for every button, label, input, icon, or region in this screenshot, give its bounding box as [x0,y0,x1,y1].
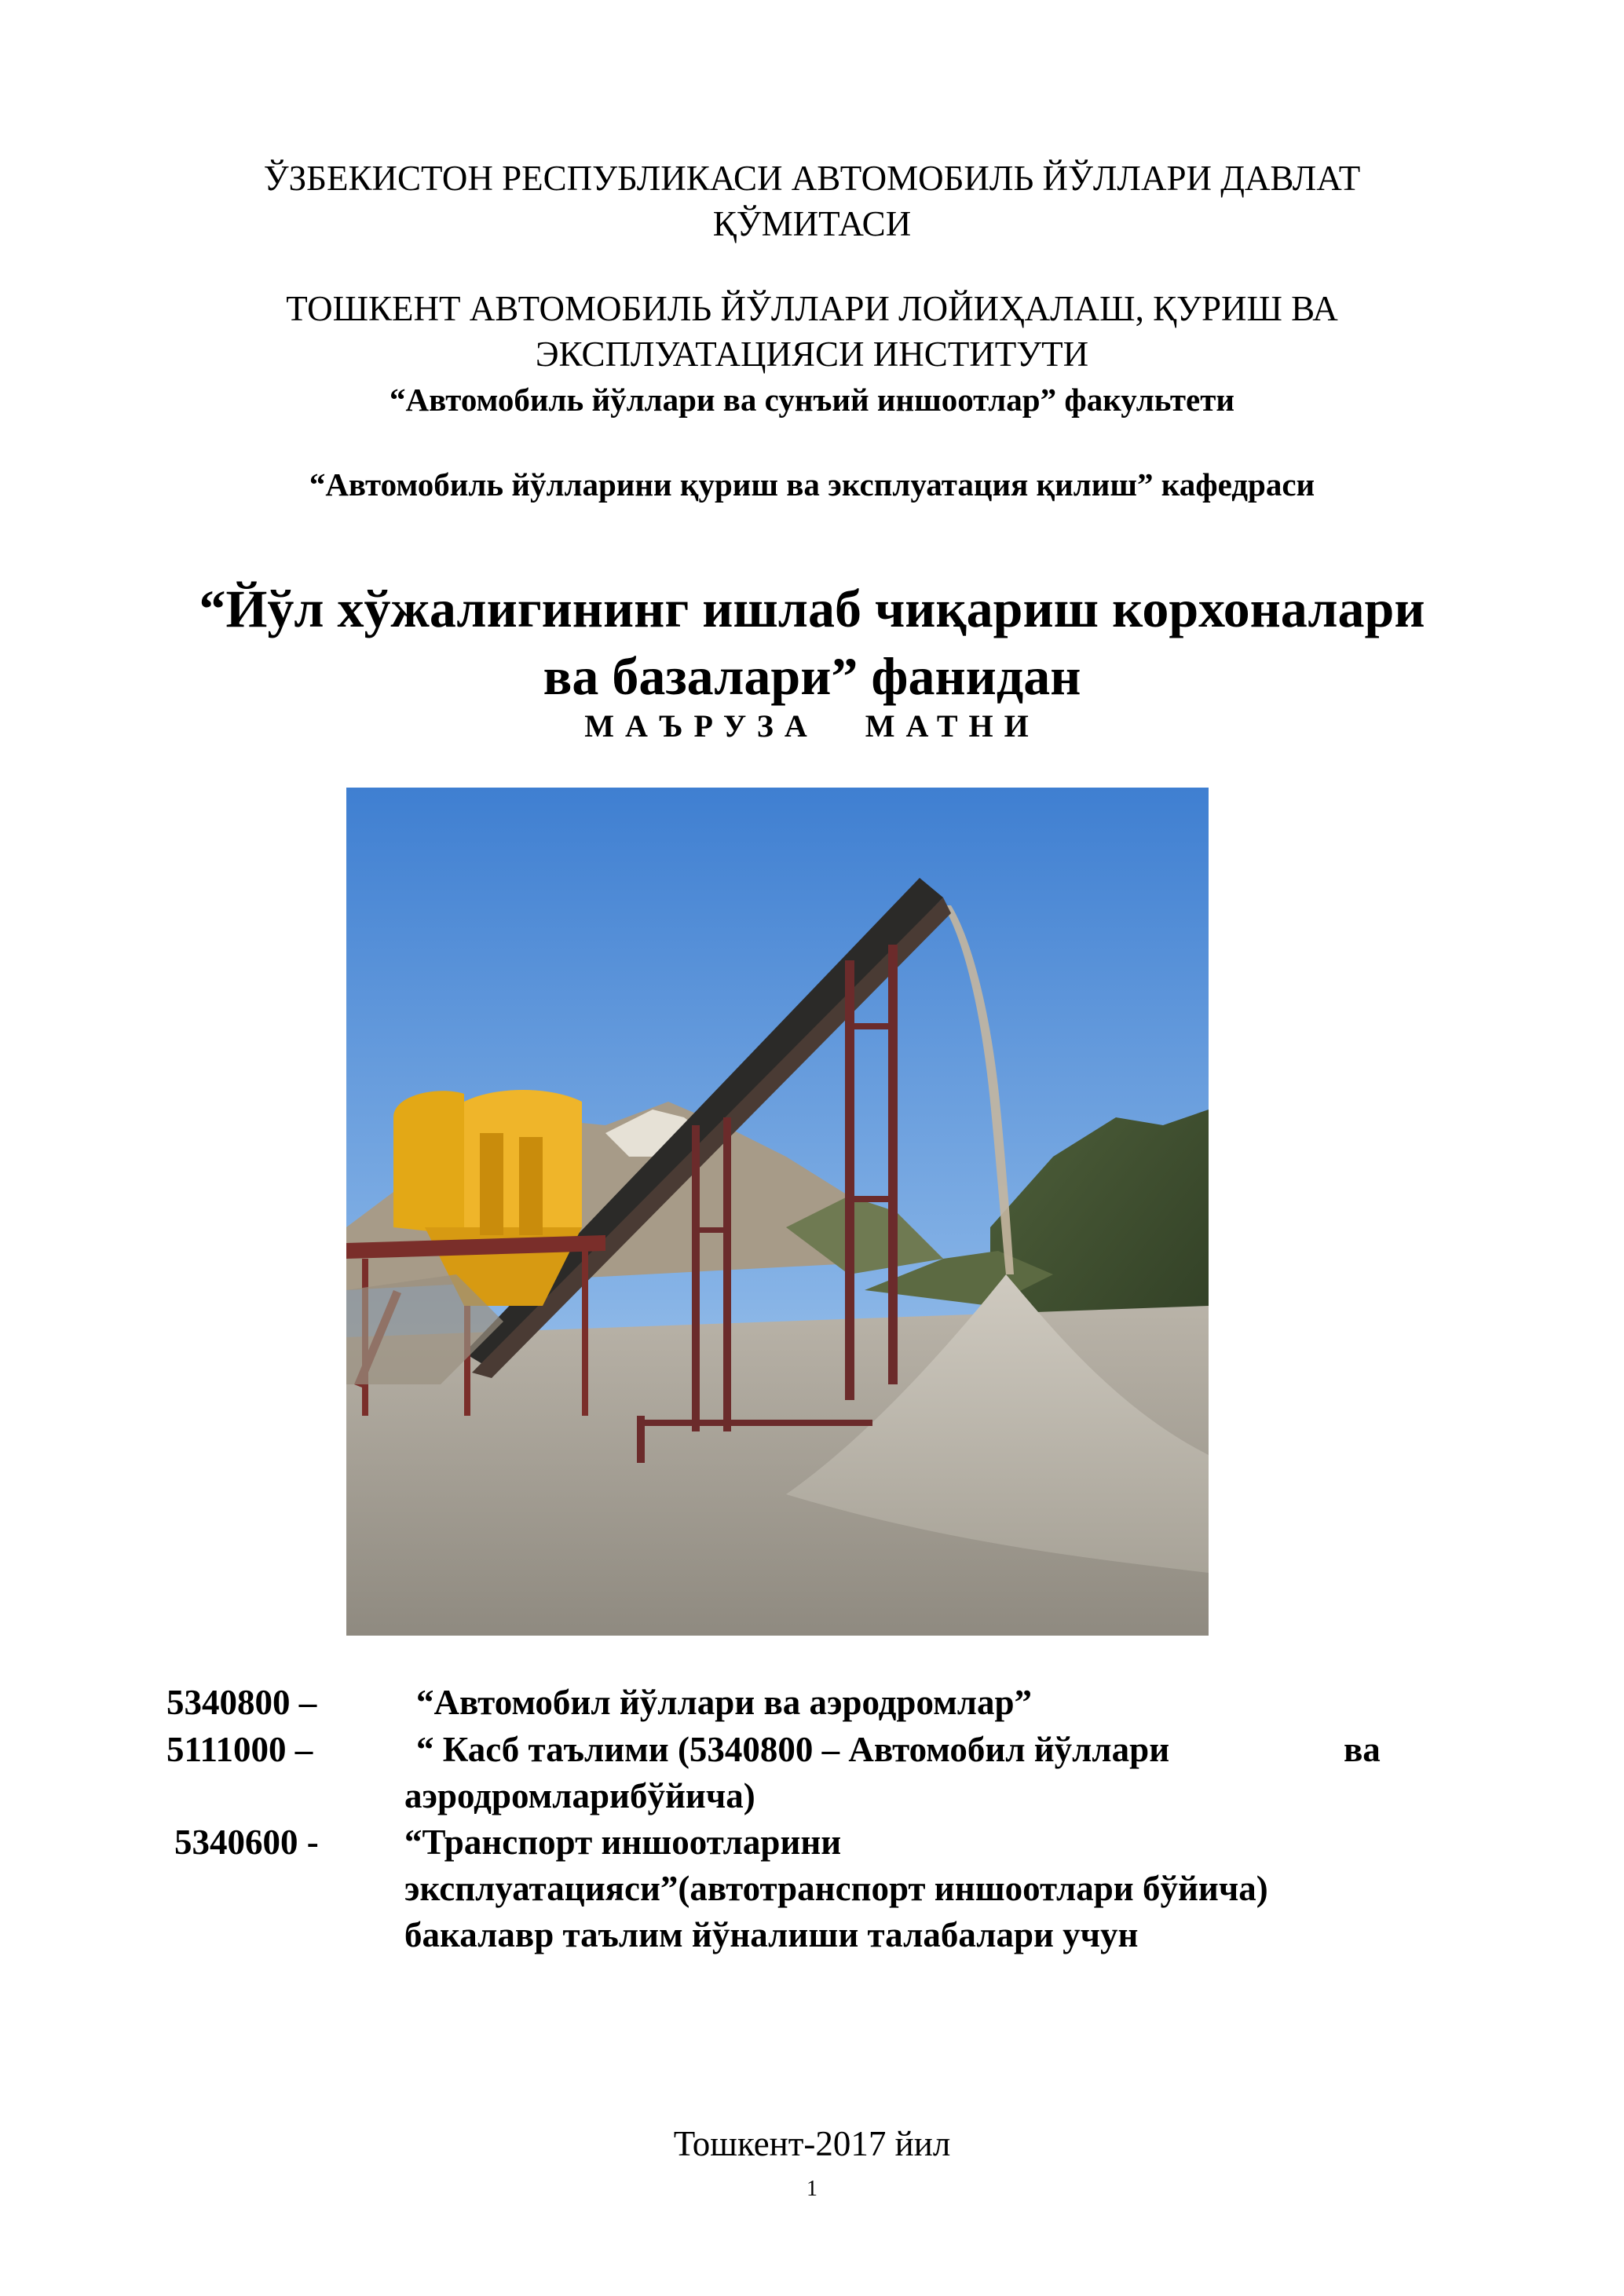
course-title-line-2: ва базалари” фанидан [543,646,1081,706]
cover-photo [346,788,1209,1636]
specialty-code-3: 5340600 - [174,1823,319,1862]
specialty-text-3-line-3: бакалавр таълим йўналиши талабалари учун [404,1915,1139,1954]
page-number: 1 [807,2177,817,2201]
committee-heading [0,155,1624,247]
document-type [0,707,1624,746]
document-type-word-2: МАТНИ [865,708,1040,744]
course-title-line-1: “Йўл хўжалигининг ишлаб чиқариш корхоналари [199,579,1425,638]
specialty-code-1: 5340800 – [166,1683,317,1722]
institute-line-1: ТОШКЕНТ АВТОМОБИЛЬ ЙЎЛЛАРИ ЛОЙИҲАЛАШ, ҚУРИШ ВА [286,289,1338,328]
committee-line-2: ҚЎМИТАСИ [712,204,912,243]
specialty-text-2-line-2: аэродромларибўйича) [404,1776,755,1815]
specialty-text-3-line-1: “Транспорт иншоотларини [404,1823,842,1862]
specialty-code-2: 5111000 – [166,1730,313,1769]
specialty-text-2-line-1b: ва [1344,1730,1381,1769]
course-title [0,575,1624,710]
specialty-text-3-line-2: эксплуатацияси”(автотранспорт иншоотлари бўйича) [404,1869,1268,1908]
city-and-year: Тошкент-2017 йил [673,2124,951,2163]
document-type-word-1: МАЪРУЗА [584,708,818,744]
faculty-name: “Автомобиль йўллари ва сунъий иншоотлар” факультети [390,382,1234,418]
specialty-text-2-line-1: “ Касб таълими (5340800 – Автомобил йўллари [416,1730,1170,1769]
institute-heading [0,286,1624,377]
department-name: “Автомобиль йўлларини қуриш ва эксплуатация қилиш” кафедраси [309,466,1315,503]
specialty-text-1-line-1: “Автомобил йўллари ва аэродромлар” [416,1683,1033,1722]
committee-line-1: ЎЗБЕКИСТОН РЕСПУБЛИКАСИ АВТОМОБИЛЬ ЙЎЛЛАРИ ДАВЛАТ [263,159,1361,198]
institute-line-2: ЭКСПЛУАТАЦИЯСИ ИНСТИТУТИ [535,335,1089,374]
